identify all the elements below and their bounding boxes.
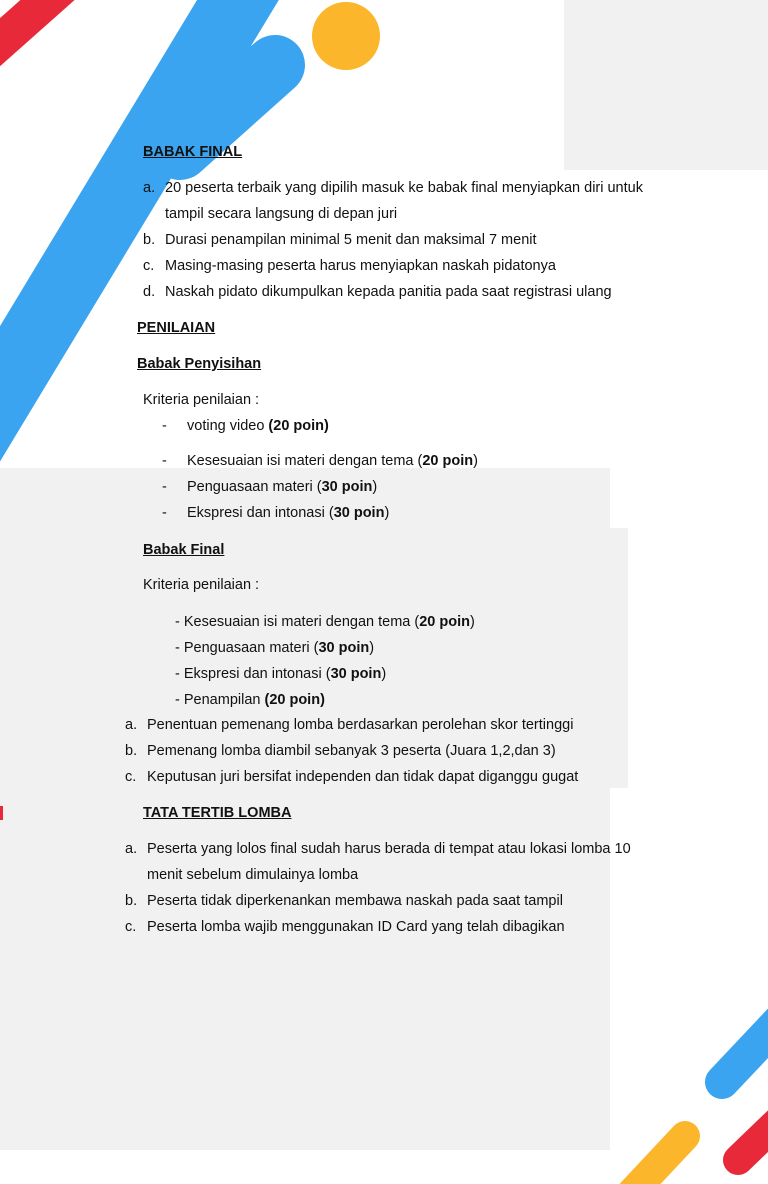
- criteria-points: (20 poin): [264, 692, 325, 708]
- criteria-item: [187, 504, 389, 522]
- list-marker: a.: [125, 841, 138, 857]
- list-marker: -: [162, 505, 167, 521]
- list-marker: -: [175, 666, 180, 682]
- list-item-text: Pemenang lomba diambil sebanyak 3 peserta (Juara 1,2,dan 3): [147, 743, 556, 759]
- criteria-suffix: ): [372, 479, 378, 495]
- criteria-text: Penguasaan materi (: [187, 479, 322, 495]
- list-item-text: 20 peserta terbaik yang dipilih masuk ke babak final menyiapkan diri untuk: [165, 180, 643, 196]
- criteria-item: [175, 613, 475, 631]
- list-item-text: Durasi penampilan minimal 5 menit dan maksimal 7 menit: [165, 232, 537, 248]
- criteria-points: 20 poin: [419, 614, 470, 630]
- list-marker: -: [162, 453, 167, 469]
- list-marker: -: [175, 692, 180, 708]
- criteria-points: 30 poin: [318, 640, 370, 656]
- criteria-points: 30 poin: [330, 666, 382, 682]
- criteria-suffix: ): [473, 453, 478, 469]
- criteria-points: (20 poin): [268, 418, 329, 434]
- list-item-text: tampil secara langsung di depan juri: [165, 206, 398, 222]
- criteria-text: Ekspresi dan intonasi (: [187, 505, 334, 521]
- criteria-text: Penguasaan materi (: [183, 640, 319, 656]
- criteria-item: [175, 639, 374, 657]
- list-item-text: Naskah pidato dikumpulkan kepada panitia pada saat registrasi ulang: [165, 284, 612, 300]
- list-marker: a.: [143, 180, 156, 196]
- list-marker: -: [162, 479, 167, 495]
- list-marker: b.: [125, 743, 138, 759]
- criteria-points: 30 poin: [333, 505, 385, 521]
- list-marker: d.: [143, 284, 156, 300]
- criteria-text: Penampilan: [183, 692, 265, 708]
- criteria-text: voting video: [187, 418, 269, 434]
- list-marker: c.: [125, 769, 137, 785]
- list-marker: b.: [125, 893, 138, 909]
- criteria-item: [175, 665, 386, 683]
- list-marker: a.: [125, 717, 138, 733]
- criteria-suffix: ): [470, 614, 475, 630]
- list-item-text: Peserta tidak diperkenankan membawa naskah pada saat tampil: [147, 893, 563, 909]
- list-marker: -: [175, 640, 180, 656]
- list-marker: c.: [143, 258, 155, 274]
- list-item-text: Peserta yang lolos final sudah harus berada di tempat atau lokasi lomba 10: [147, 841, 631, 857]
- list-marker: b.: [143, 232, 156, 248]
- list-item-text: Peserta lomba wajib menggunakan ID Card yang telah dibagikan: [147, 919, 565, 935]
- criteria-text: Ekspresi dan intonasi (: [183, 666, 331, 682]
- list-marker: -: [175, 614, 180, 630]
- criteria-suffix: ): [369, 640, 375, 656]
- kriteria-label: Kriteria penilaian :: [143, 392, 260, 408]
- list-item-text: Masing-masing peserta harus menyiapkan naskah pidatonya: [165, 258, 556, 274]
- list-marker: -: [162, 418, 167, 434]
- kriteria-label: Kriteria penilaian :: [143, 577, 260, 593]
- section-heading-tata-tertib: TATA TERTIB LOMBA: [143, 805, 292, 821]
- criteria-item: [187, 417, 329, 435]
- criteria-suffix: ): [384, 505, 390, 521]
- criteria-text: Kesesuaian isi materi dengan tema (: [183, 614, 420, 630]
- criteria-item: [187, 452, 478, 470]
- criteria-text: Kesesuaian isi materi dengan tema (: [187, 453, 423, 469]
- list-marker: c.: [125, 919, 137, 935]
- subheading-babak-penyisihan: Babak Penyisihan: [137, 356, 262, 372]
- criteria-item: [187, 478, 377, 496]
- section-heading-babak-final: BABAK FINAL: [143, 144, 243, 160]
- criteria-suffix: ): [381, 666, 387, 682]
- subheading-babak-final: Babak Final: [143, 542, 225, 558]
- criteria-item: [175, 691, 325, 709]
- criteria-points: 20 poin: [422, 453, 474, 469]
- list-item-text: Keputusan juri bersifat independen dan tidak dapat diganggu gugat: [147, 769, 579, 785]
- section-heading-penilaian: PENILAIAN: [137, 320, 216, 336]
- criteria-points: 30 poin: [321, 479, 373, 495]
- list-item-text: menit sebelum dimulainya lomba: [147, 867, 359, 883]
- list-item-text: Penentuan pemenang lomba berdasarkan perolehan skor tertinggi: [147, 717, 574, 733]
